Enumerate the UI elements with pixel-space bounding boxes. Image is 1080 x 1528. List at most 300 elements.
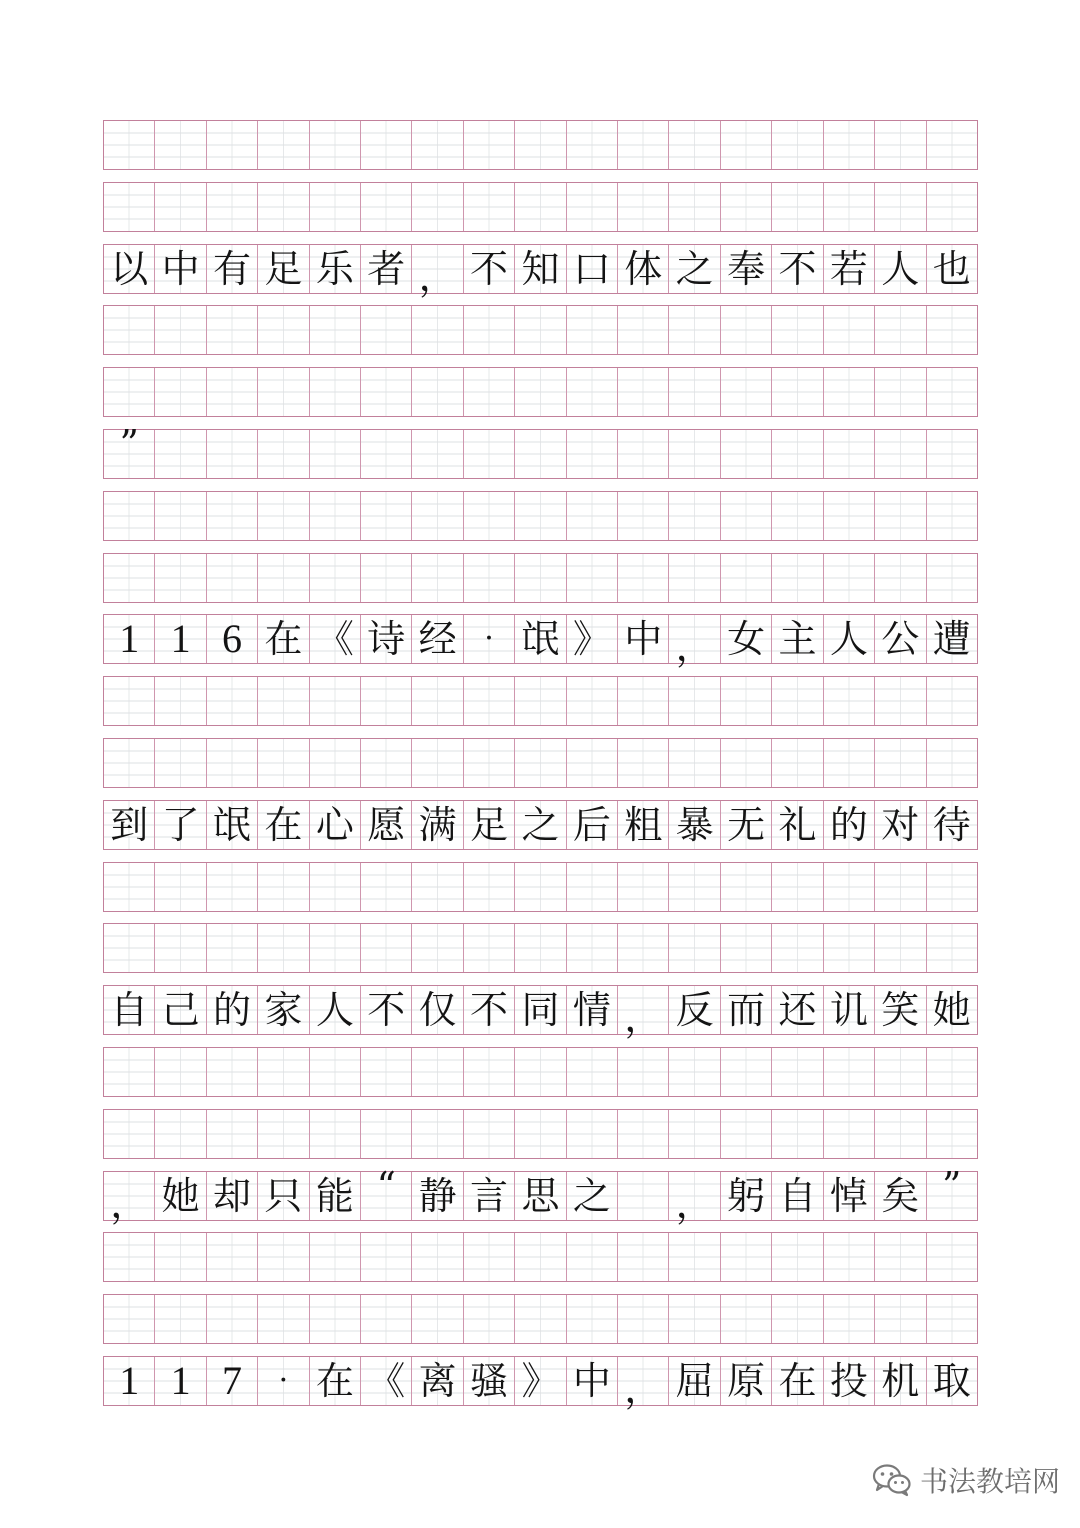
- character: 不: [367, 988, 406, 1033]
- grid-cell: [309, 183, 360, 231]
- grid-cell: [206, 1233, 257, 1281]
- grid-cell: [668, 986, 719, 1034]
- grid-cell: [617, 245, 668, 293]
- character: 乐: [315, 246, 354, 291]
- grid-cell: [206, 554, 257, 602]
- grid-cell: [206, 368, 257, 416]
- grid-cell: [566, 1172, 617, 1220]
- grid-cell: [309, 306, 360, 354]
- grid-cell: [411, 121, 462, 169]
- grid-cell: [617, 121, 668, 169]
- grid-cell: [668, 306, 719, 354]
- grid-cell: [720, 306, 771, 354]
- grid-cell: [771, 1295, 822, 1343]
- grid-cell: [206, 677, 257, 725]
- grid-cell: [926, 615, 977, 663]
- character: 笑: [881, 988, 920, 1033]
- grid-row: [103, 862, 978, 912]
- grid-cell: [463, 1110, 514, 1158]
- character: 自: [110, 988, 149, 1033]
- grid-cell: [309, 368, 360, 416]
- character: 在: [315, 1359, 354, 1403]
- grid-cell: [104, 615, 154, 663]
- grid-cell: [154, 121, 205, 169]
- grid-cell: [154, 1295, 205, 1343]
- grid-cell: [154, 615, 205, 663]
- grid-cell: [926, 183, 977, 231]
- grid-cell: [874, 739, 925, 787]
- grid-row: [103, 1294, 978, 1344]
- grid-cell: [206, 924, 257, 972]
- character: 中: [572, 1359, 611, 1403]
- character: ”: [119, 422, 139, 466]
- grid-cell: [411, 1048, 462, 1096]
- grid-cell: [514, 924, 565, 972]
- grid-cell: [411, 306, 462, 354]
- character: 思: [521, 1173, 560, 1218]
- grid-cell: [463, 986, 514, 1034]
- grid-cell: [411, 492, 462, 540]
- grid-cell: [874, 1110, 925, 1158]
- character: 对: [881, 802, 920, 847]
- grid-cell: [874, 554, 925, 602]
- grid-cell: [463, 121, 514, 169]
- grid-cell: [926, 986, 977, 1034]
- character: 言: [470, 1173, 509, 1218]
- grid-cell: [617, 368, 668, 416]
- character: 女: [727, 617, 766, 662]
- character: 原: [727, 1359, 766, 1403]
- grid-cell: [771, 554, 822, 602]
- character: 礼: [778, 802, 817, 847]
- grid-row: [103, 1356, 978, 1411]
- grid-cell: [411, 615, 462, 663]
- grid-cell: [617, 1048, 668, 1096]
- character: 投: [829, 1359, 868, 1403]
- character: 自: [778, 1173, 817, 1218]
- grid-cell: [771, 924, 822, 972]
- character: ，: [624, 996, 663, 1041]
- grid-cell: [566, 245, 617, 293]
- grid-cell: [309, 1110, 360, 1158]
- grid-cell: [104, 121, 154, 169]
- grid-cell: [360, 863, 411, 911]
- grid-cell: [411, 368, 462, 416]
- grid-cell: [257, 1233, 308, 1281]
- character: 静: [418, 1173, 457, 1218]
- grid-cell: [154, 183, 205, 231]
- grid-row: [103, 553, 978, 603]
- grid-cell: [463, 1357, 514, 1405]
- grid-cell: [360, 245, 411, 293]
- grid-cell: [206, 183, 257, 231]
- grid-cell: [823, 492, 874, 540]
- grid-cell: [411, 739, 462, 787]
- grid-cell: [411, 1357, 462, 1405]
- grid-cell: [874, 492, 925, 540]
- grid-cell: [411, 1295, 462, 1343]
- grid-cell: [206, 121, 257, 169]
- grid-cell: [617, 986, 668, 1041]
- character: 到: [110, 802, 149, 847]
- grid-cell: [309, 801, 360, 849]
- character: 讥: [829, 988, 868, 1033]
- grid-cell: [154, 1110, 205, 1158]
- grid-cell: [668, 1110, 719, 1158]
- grid-cell: [206, 1110, 257, 1158]
- character: 离: [418, 1359, 457, 1403]
- character: 仅: [418, 988, 457, 1033]
- grid-cell: [309, 986, 360, 1034]
- grid-cell: [617, 1233, 668, 1281]
- grid-row: [103, 1109, 978, 1159]
- grid-cell: [309, 121, 360, 169]
- grid-cell: [771, 306, 822, 354]
- grid-cell: [720, 183, 771, 231]
- grid-cell: [154, 986, 205, 1034]
- grid-cell: [360, 677, 411, 725]
- grid-cell: [874, 306, 925, 354]
- grid-cell: [514, 986, 565, 1034]
- grid-cell: [617, 677, 668, 725]
- grid-cell: [514, 121, 565, 169]
- grid-cell: [514, 739, 565, 787]
- grid-cell: [411, 183, 462, 231]
- grid-cell: [206, 306, 257, 354]
- grid-cell: [104, 422, 154, 478]
- grid-cell: [823, 863, 874, 911]
- grid-cell: [257, 1110, 308, 1158]
- grid-cell: [154, 863, 205, 911]
- grid-cell: [874, 430, 925, 478]
- grid-cell: [823, 1110, 874, 1158]
- character: 人: [881, 246, 920, 291]
- character: 知: [521, 246, 560, 291]
- grid-cell: [257, 183, 308, 231]
- grid-cell: [823, 1295, 874, 1343]
- grid-cell: [206, 245, 257, 293]
- grid-cell: [309, 863, 360, 911]
- grid-cell: [206, 430, 257, 478]
- grid-cell: [154, 430, 205, 478]
- grid-cell: [411, 245, 462, 299]
- grid-cell: [617, 1357, 668, 1411]
- grid-cell: [309, 615, 360, 663]
- grid-cell: [514, 554, 565, 602]
- grid-cell: [104, 183, 154, 231]
- character: 己: [161, 988, 200, 1033]
- grid-cell: [154, 492, 205, 540]
- grid-cell: [360, 739, 411, 787]
- grid-cell: [566, 1233, 617, 1281]
- grid-cell: [874, 863, 925, 911]
- grid-cell: [566, 1295, 617, 1343]
- grid-cell: [668, 615, 719, 670]
- grid-cell: [874, 368, 925, 416]
- grid-cell: [771, 863, 822, 911]
- character: 中: [624, 617, 663, 662]
- grid-row: [103, 614, 978, 670]
- character: 情: [572, 988, 611, 1033]
- grid-cell: [104, 1357, 154, 1405]
- grid-cell: [874, 986, 925, 1034]
- grid-cell: [566, 863, 617, 911]
- grid-row: [103, 985, 978, 1041]
- grid-cell: [154, 245, 205, 293]
- grid-cell: [720, 1233, 771, 1281]
- grid-cell: [309, 1172, 360, 1220]
- grid-cell: [206, 615, 257, 663]
- grid-cell: [360, 306, 411, 354]
- grid-cell: [566, 121, 617, 169]
- grid-cell: [463, 1233, 514, 1281]
- grid-cell: [514, 430, 565, 478]
- grid-cell: [771, 739, 822, 787]
- character: 遭: [932, 617, 971, 662]
- grid-cell: [360, 1163, 411, 1220]
- grid-cell: [514, 245, 565, 293]
- character: 在: [264, 802, 303, 847]
- grid-cell: [411, 1233, 462, 1281]
- grid-cell: [823, 739, 874, 787]
- grid-cell: [771, 801, 822, 849]
- grid-cell: [668, 677, 719, 725]
- grid-cell: [154, 739, 205, 787]
- grid-cell: [206, 1357, 257, 1405]
- grid-cell: [463, 677, 514, 725]
- grid-cell: [566, 615, 617, 663]
- grid-cell: [206, 1048, 257, 1096]
- grid-cell: [360, 1110, 411, 1158]
- grid-cell: [566, 1357, 617, 1405]
- grid-row: [103, 800, 978, 850]
- grid-cell: [771, 492, 822, 540]
- character: 反: [675, 988, 714, 1033]
- character: ·: [484, 621, 494, 657]
- character: 她: [161, 1173, 200, 1218]
- grid-cell: [668, 863, 719, 911]
- grid-cell: [720, 739, 771, 787]
- character: 1: [170, 1358, 191, 1403]
- grid-cell: [926, 306, 977, 354]
- grid-cell: [360, 924, 411, 972]
- grid-cell: [257, 924, 308, 972]
- character: 不: [470, 988, 509, 1033]
- grid-cell: [771, 677, 822, 725]
- character: 足: [470, 802, 509, 847]
- grid-cell: [411, 430, 462, 478]
- grid-cell: [617, 306, 668, 354]
- character: 之: [675, 246, 714, 291]
- grid-cell: [566, 739, 617, 787]
- character: 不: [778, 246, 817, 291]
- grid-cell: [257, 306, 308, 354]
- watermark: [872, 1458, 1060, 1502]
- grid-cell: [926, 1233, 977, 1281]
- grid-cell: [720, 1172, 771, 1220]
- character: 取: [932, 1359, 971, 1403]
- grid-cell: [514, 801, 565, 849]
- character: 诗: [367, 617, 406, 662]
- grid-cell: [720, 368, 771, 416]
- grid-cell: [514, 1357, 565, 1405]
- grid-cell: [926, 554, 977, 602]
- grid-cell: [874, 924, 925, 972]
- character: 经: [418, 617, 457, 662]
- grid-cell: [463, 1295, 514, 1343]
- character: 在: [264, 617, 303, 662]
- character: 的: [213, 988, 252, 1033]
- grid-cell: [257, 986, 308, 1034]
- grid-cell: [771, 183, 822, 231]
- character: ，: [110, 1181, 149, 1226]
- grid-row: [103, 738, 978, 788]
- grid-cell: [309, 492, 360, 540]
- grid-cell: [720, 1048, 771, 1096]
- grid-cell: [771, 245, 822, 293]
- character: 足: [264, 246, 303, 291]
- grid-cell: [309, 554, 360, 602]
- grid-cell: [463, 245, 514, 293]
- character: 机: [881, 1359, 920, 1403]
- grid-cell: [926, 1110, 977, 1158]
- grid-cell: [926, 1048, 977, 1096]
- grid-cell: [823, 615, 874, 663]
- grid-cell: [617, 739, 668, 787]
- grid-cell: [720, 245, 771, 293]
- grid-cell: [309, 677, 360, 725]
- grid-cell: [668, 554, 719, 602]
- grid-cell: [874, 801, 925, 849]
- character: ，: [624, 1367, 663, 1411]
- character: 同: [521, 988, 560, 1033]
- grid-cell: [823, 121, 874, 169]
- grid-cell: [874, 615, 925, 663]
- grid-cell: [720, 615, 771, 663]
- character: 了: [161, 802, 200, 847]
- grid-cell: [463, 924, 514, 972]
- grid-cell: [771, 1357, 822, 1405]
- grid-cell: [668, 368, 719, 416]
- grid-cell: [668, 430, 719, 478]
- grid-cell: [771, 1233, 822, 1281]
- character: 之: [521, 802, 560, 847]
- grid-row: [103, 244, 978, 299]
- grid-cell: [257, 554, 308, 602]
- grid-cell: [566, 368, 617, 416]
- character: 只: [264, 1173, 303, 1218]
- grid-cell: [104, 986, 154, 1034]
- grid-cell: [463, 801, 514, 849]
- character: 》: [521, 1359, 560, 1403]
- grid-cell: [668, 245, 719, 293]
- grid-cell: [617, 1110, 668, 1158]
- grid-cell: [154, 554, 205, 602]
- grid-cell: [668, 121, 719, 169]
- grid-cell: [514, 306, 565, 354]
- grid-cell: [514, 677, 565, 725]
- character: 若: [829, 246, 868, 291]
- grid-cell: [771, 615, 822, 663]
- grid-cell: [257, 430, 308, 478]
- grid-cell: [154, 1357, 205, 1405]
- character: 也: [932, 246, 971, 291]
- grid-cell: [463, 1172, 514, 1220]
- grid-cell: [874, 121, 925, 169]
- character: 而: [727, 988, 766, 1033]
- grid-cell: [771, 986, 822, 1034]
- grid-cell: [360, 492, 411, 540]
- grid-cell: [720, 1295, 771, 1343]
- grid-cell: [617, 430, 668, 478]
- character: 却: [213, 1173, 252, 1218]
- grid-cell: [617, 924, 668, 972]
- grid-cell: [823, 1172, 874, 1220]
- grid-cell: [463, 554, 514, 602]
- grid-cell: [206, 986, 257, 1034]
- grid-cell: [874, 677, 925, 725]
- grid-cell: [926, 924, 977, 972]
- grid-cell: [104, 245, 154, 293]
- character: 6: [222, 616, 243, 662]
- grid-cell: [309, 1233, 360, 1281]
- grid-row: [103, 305, 978, 355]
- grid-cell: [104, 492, 154, 540]
- grid-cell: [257, 801, 308, 849]
- grid-cell: [720, 430, 771, 478]
- grid-cell: [823, 245, 874, 293]
- grid-row: [103, 491, 978, 541]
- grid-cell: [874, 245, 925, 293]
- grid-cell: [566, 1110, 617, 1158]
- grid-cell: [104, 368, 154, 416]
- character: 在: [778, 1359, 817, 1403]
- grid-cell: [668, 739, 719, 787]
- grid-cell: [926, 863, 977, 911]
- grid-cell: [617, 1295, 668, 1343]
- character: 满: [418, 802, 457, 847]
- grid-cell: [257, 739, 308, 787]
- grid-cell: [668, 1048, 719, 1096]
- grid-cell: [104, 863, 154, 911]
- grid-row: [103, 367, 978, 417]
- character: “: [376, 1163, 396, 1208]
- grid-cell: [360, 1357, 411, 1405]
- grid-cell: [104, 1233, 154, 1281]
- character: 矣: [881, 1173, 920, 1218]
- grid-cell: [668, 492, 719, 540]
- grid-cell: [771, 368, 822, 416]
- grid-cell: [154, 1048, 205, 1096]
- character: 待: [932, 802, 971, 847]
- grid-cell: [309, 924, 360, 972]
- grid-cell: [104, 677, 154, 725]
- grid-cell: [926, 677, 977, 725]
- grid-cell: [257, 492, 308, 540]
- grid-cell: [154, 306, 205, 354]
- grid-cell: [874, 1357, 925, 1405]
- character: 骚: [470, 1359, 509, 1403]
- grid-cell: [874, 1172, 925, 1220]
- grid-cell: [926, 1357, 977, 1405]
- grid-cell: [823, 1048, 874, 1096]
- grid-cell: [257, 1172, 308, 1220]
- character: 以: [110, 246, 149, 291]
- grid-cell: [411, 554, 462, 602]
- grid-cell: [823, 430, 874, 478]
- grid-cell: [771, 1048, 822, 1096]
- grid-cell: [668, 801, 719, 849]
